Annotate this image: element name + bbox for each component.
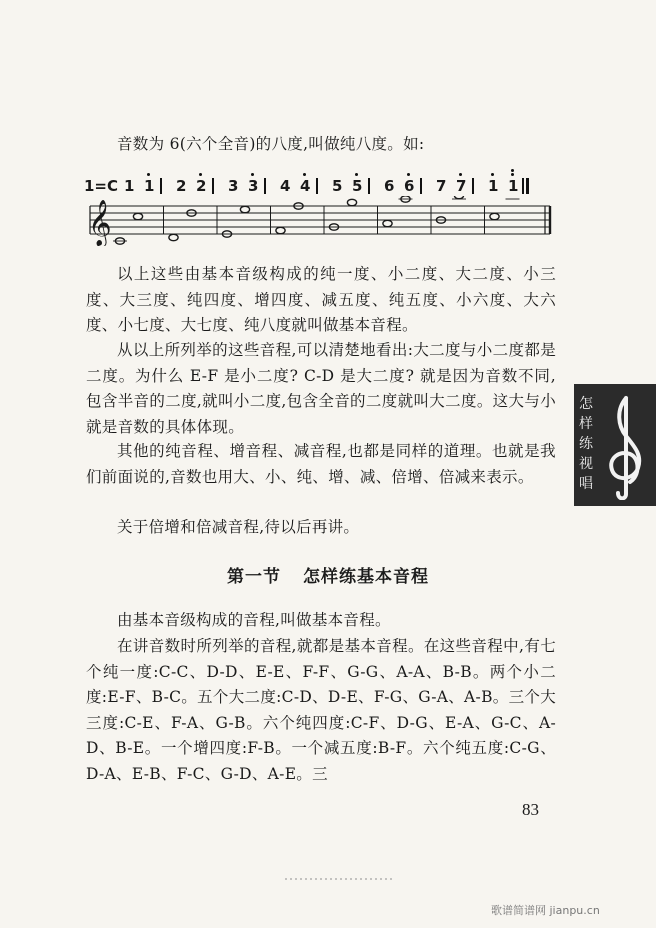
chapter-side-tab <box>574 384 656 506</box>
paragraph-second-comparison: 从以上所列举的这些音程,可以清楚地看出:大二度与小二度都是二度。为什么 E-F 是小二度? C-D 是大二度? 就是因为音数不同,包含半音的二度,就叫小二度,包含全音的二度就叫大二度。这大与小就是音数的具体体现。 <box>86 341 556 436</box>
jianpu-note: 3 <box>248 177 259 195</box>
jianpu-octave-dot <box>303 173 306 176</box>
side-tab-text: 怎样练视唱 <box>579 396 593 492</box>
jianpu-note: 7 <box>436 177 447 195</box>
jianpu-octave-dot <box>459 173 462 176</box>
jianpu-octave-dot <box>199 173 202 176</box>
jianpu-note: 5 <box>352 177 363 195</box>
paragraph-other-intervals: 其他的纯音程、增音程、减音程,也都是同样的道理。也就是我们前面说的,音数也用大、小、纯、增、减、倍增、倍减来表示。 <box>86 442 556 486</box>
jianpu-octave-dot <box>147 173 150 176</box>
jianpu-note: 1 <box>144 177 155 195</box>
jianpu-octave-dot <box>407 173 410 176</box>
jianpu-octave-dot <box>251 173 254 176</box>
jianpu-note: 1 <box>124 177 135 195</box>
staff-note <box>454 196 463 199</box>
jianpu-octave-dot <box>355 173 358 176</box>
jianpu-note: 6 <box>384 177 395 195</box>
staff-note <box>240 206 249 212</box>
watermark: 歌谱简谱网 jianpu.cn <box>491 904 600 917</box>
jianpu-notation <box>84 171 564 199</box>
jianpu-note: 4 <box>280 177 291 195</box>
jianpu-barline <box>526 178 529 194</box>
staff-note <box>347 199 356 205</box>
jianpu-barline <box>316 178 318 194</box>
jianpu-note: 2 <box>196 177 207 195</box>
jianpu-note: 4 <box>300 177 311 195</box>
jianpu-barline <box>160 178 162 194</box>
paragraph-double-intervals: 关于倍增和倍减音程,待以后再讲。 <box>117 518 360 536</box>
section-paragraph-definition: 由基本音级构成的音程,叫做基本音程。 <box>117 611 391 629</box>
jianpu-note: 5 <box>332 177 343 195</box>
intro-line: 音数为 6(六个全音)的八度,叫做纯八度。如: <box>117 135 425 153</box>
staff-note <box>276 227 285 233</box>
page-number: 83 <box>522 800 539 819</box>
section-number: 第一节 <box>227 567 281 587</box>
jianpu-barline <box>264 178 266 194</box>
jianpu-octave-dot <box>491 173 494 176</box>
staff-note <box>490 213 499 219</box>
treble-clef-icon: 𝄞 <box>88 200 112 246</box>
jianpu-note: 7 <box>456 177 467 195</box>
jianpu-barline <box>212 178 214 194</box>
scan-smudge <box>285 878 395 880</box>
staff-example <box>84 196 564 246</box>
jianpu-note: 2 <box>176 177 187 195</box>
staff-note <box>383 220 392 226</box>
jianpu-octave-dot <box>511 169 514 172</box>
jianpu-key: 1=C <box>84 177 119 195</box>
staff-note <box>133 213 142 219</box>
staff-note <box>169 234 178 240</box>
jianpu-note: 3 <box>228 177 239 195</box>
section-paragraph-list: 在讲音数时所列举的音程,就都是基本音程。在这些音程中,有七个纯一度:C-C、D-D、E-E、F-F、G-G、A-A、B-B。两个小二度:E-F、B-C。五个大二度:C-D、D-E、F-G、G-A、A-B。三个大三度:C-E、F-A、G-B。六个纯四度:C-F、D-G、E-A、G-C、A-D、B-E。一个增四度:F-B。一个减五度:B-F。六个纯五度:C-G、D-A、E-B、F-C、G-D、A-E。三 <box>86 637 556 783</box>
jianpu-barline <box>420 178 422 194</box>
jianpu-barline <box>472 178 474 194</box>
section-heading <box>0 562 656 587</box>
section-title: 怎样练基本音程 <box>303 567 429 587</box>
jianpu-barline <box>522 178 524 194</box>
jianpu-note: 1 <box>508 177 519 195</box>
jianpu-octave-dot <box>511 173 514 176</box>
treble-clef-emblem-icon <box>596 390 652 500</box>
paragraph-basic-intervals: 以上这些由基本音级构成的纯一度、小二度、大二度、小三度、大三度、纯四度、增四度、减五度、纯五度、小六度、大六度、小七度、大七度、纯八度就叫做基本音程。 <box>86 265 556 334</box>
jianpu-barline <box>368 178 370 194</box>
jianpu-note: 6 <box>404 177 415 195</box>
jianpu-note: 1 <box>488 177 499 195</box>
